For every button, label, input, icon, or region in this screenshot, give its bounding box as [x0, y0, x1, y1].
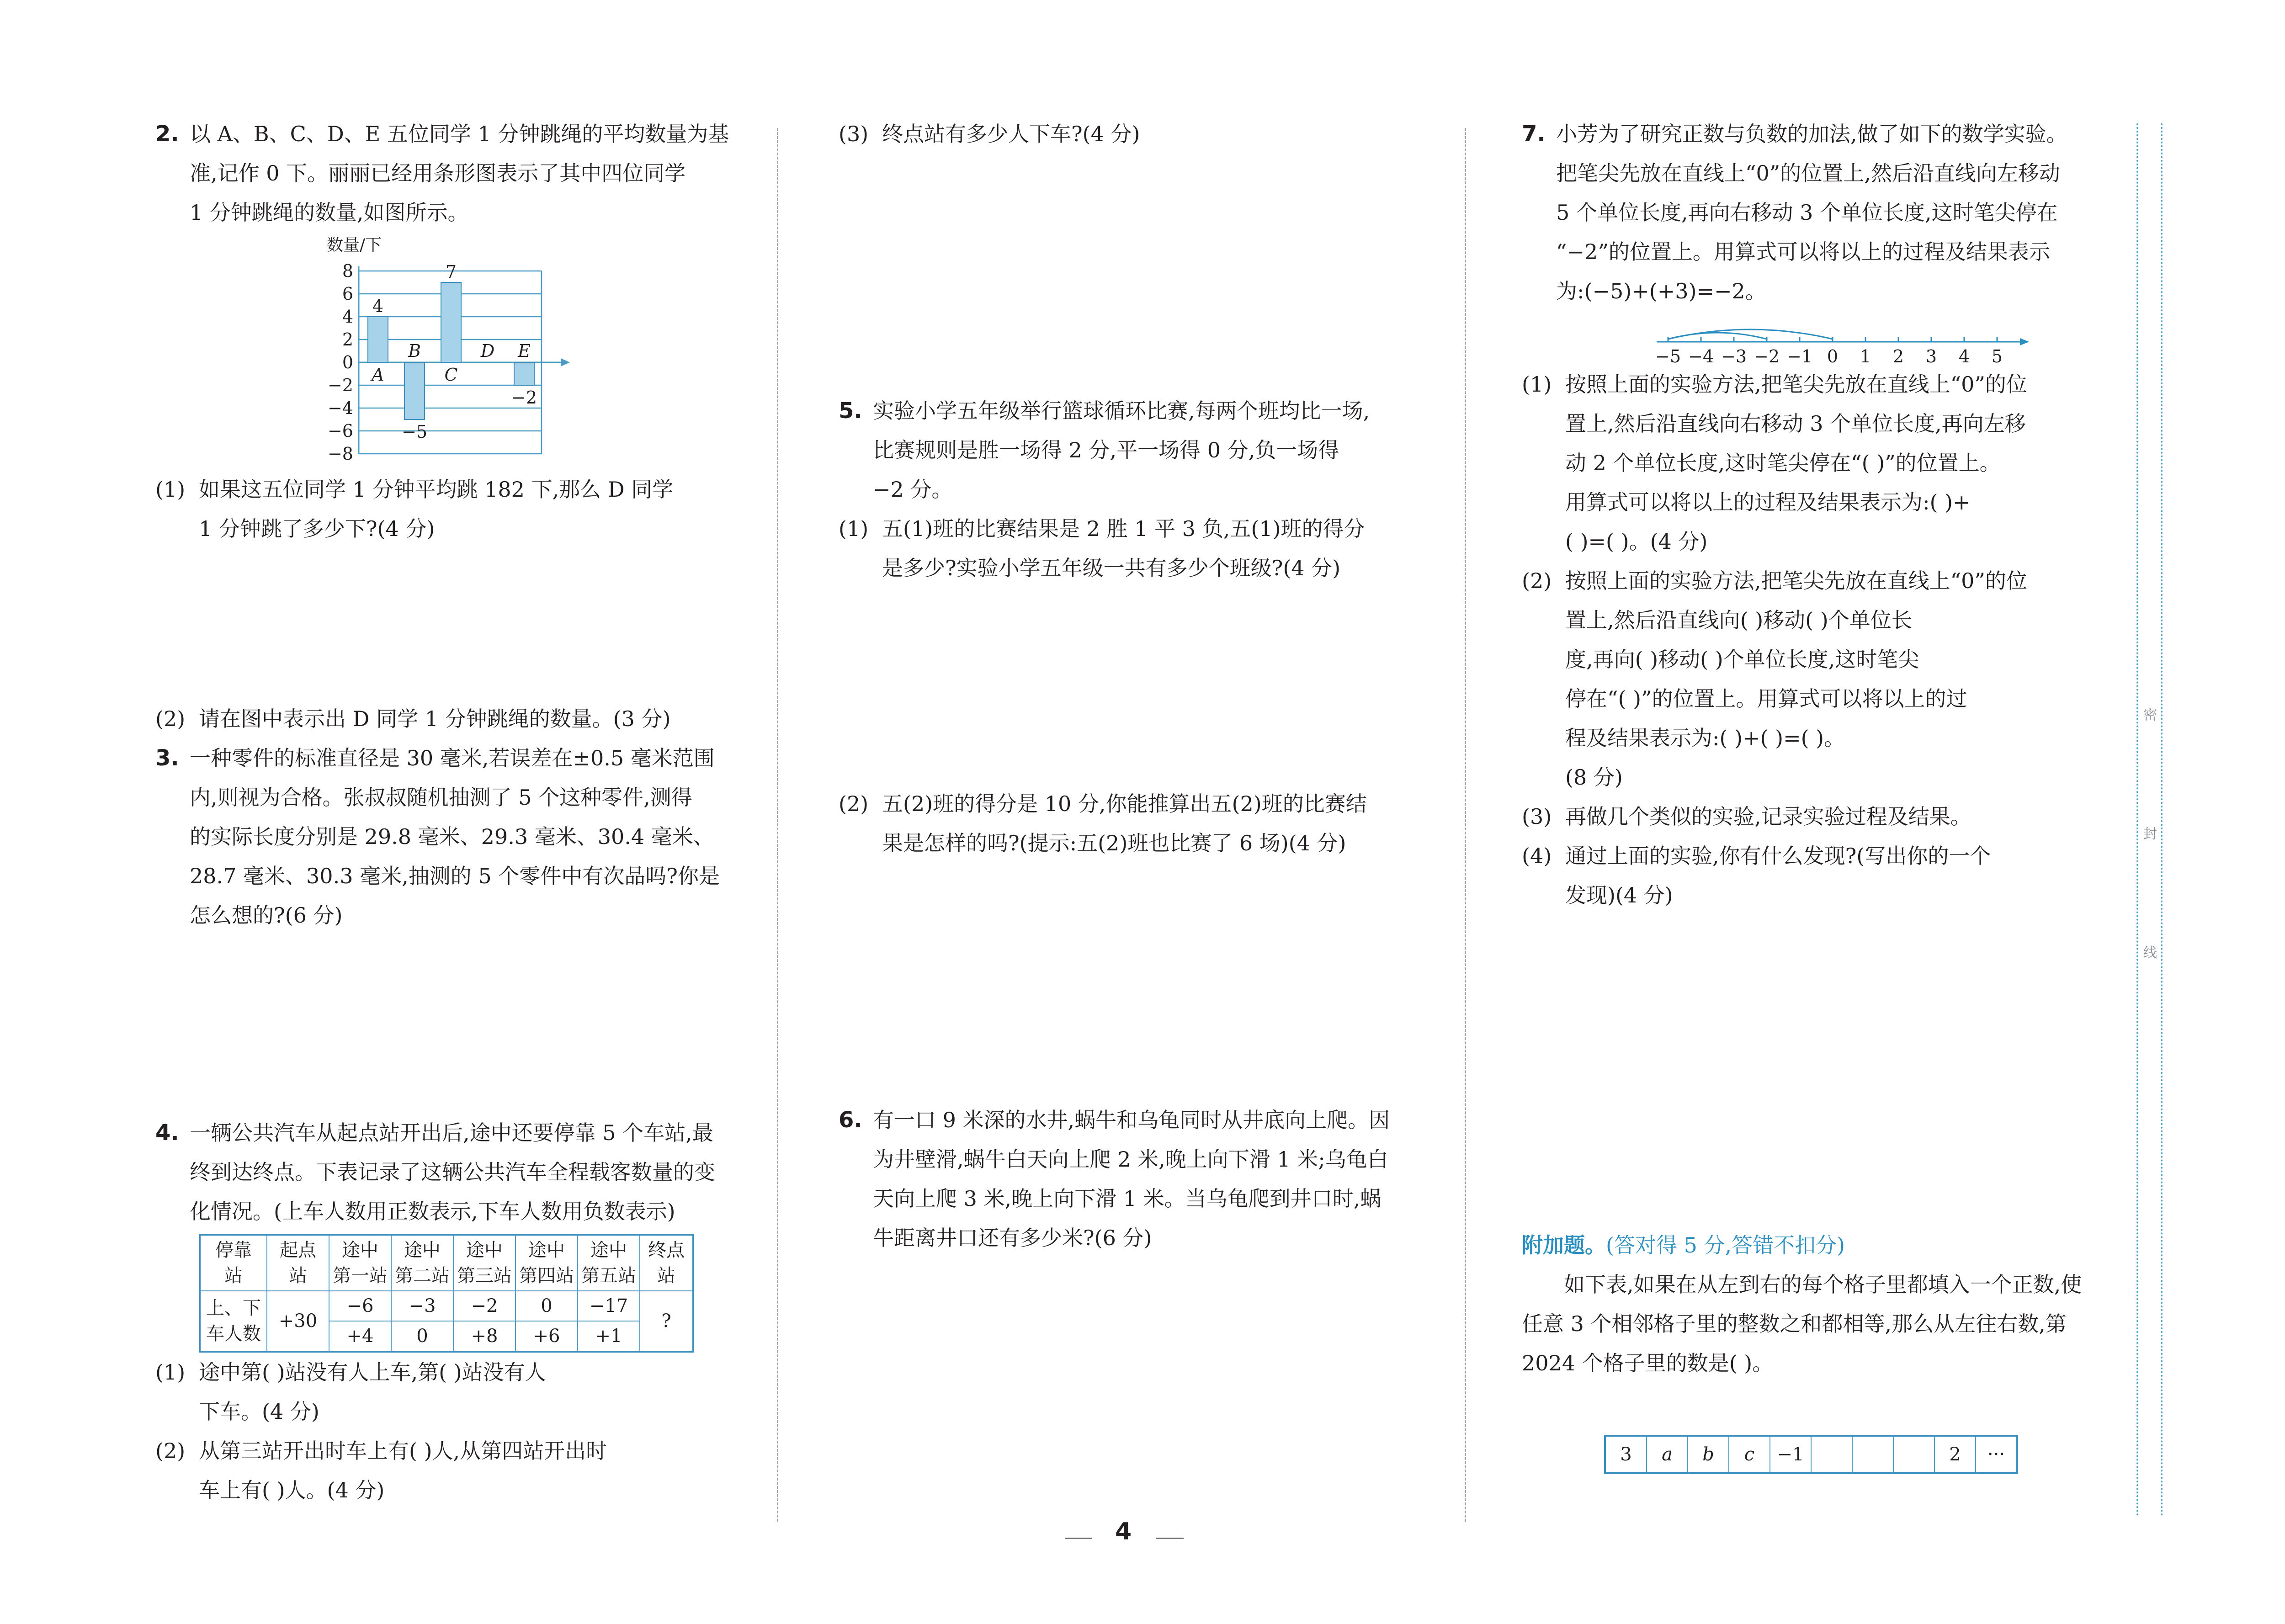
table-cell: −3 [391, 1291, 453, 1321]
column-1 [155, 114, 759, 1510]
y-axis-label: 数量/下 [327, 236, 382, 255]
question-text-line: 一辆公共汽车从起点站开出后,途中还要停靠 5 个车站,最 [190, 1120, 713, 1145]
table-header-cell: 途中 第三站 [453, 1235, 515, 1291]
question-text-line: “−2”的位置上。用算式可以将以上的过程及结果表示 [1556, 239, 2050, 264]
y-tick-label: 0 [342, 352, 353, 372]
grid-cell: a [1647, 1436, 1688, 1473]
y-tick-label: −6 [327, 421, 353, 441]
sub-text-line: 终点站有多少人下车?(4 分) [882, 122, 1140, 146]
bar-C [441, 282, 461, 362]
grid-cell: b [1688, 1436, 1729, 1473]
number-line-label: −3 [1721, 346, 1747, 365]
bus-passenger-table [199, 1234, 694, 1353]
grid-cell: ··· [1976, 1436, 2017, 1473]
question-text-line: 为井壁滑,蜗牛白天向上爬 2 米,晚上向下滑 1 米;乌龟白 [873, 1147, 1388, 1172]
binding-text-2: 封 [2143, 826, 2157, 842]
sub-number: (1) [155, 1360, 186, 1385]
table-header-cell: 途中 第四站 [515, 1235, 578, 1291]
answer-space[interactable] [190, 548, 759, 699]
bar-B [404, 362, 425, 419]
grid-cell: 2 [1934, 1436, 1976, 1473]
footer-dash-left [1065, 1538, 1092, 1539]
question-7-sub-1 [1522, 365, 2139, 561]
answer-space[interactable] [839, 154, 1451, 391]
sub-text-line: (8 分) [1565, 765, 1623, 790]
column-2 [839, 114, 1451, 1258]
page-number: 4 [1115, 1518, 1132, 1545]
question-text-line: 天向上爬 3 米,晚上向下滑 1 米。当乌龟爬到井口时,蜗 [873, 1186, 1382, 1211]
question-number: 5. [839, 398, 862, 424]
sub-text-line: 从第三站开出时车上有( )人,从第四站开出时 [199, 1438, 607, 1463]
bar-chart[interactable] [308, 232, 628, 470]
category-label-B: B [408, 341, 421, 361]
table-row [200, 1235, 693, 1291]
sub-number: (1) [839, 516, 869, 541]
table-cell: +4 [329, 1321, 391, 1352]
question-7 [1522, 114, 2139, 311]
sub-number: (2) [155, 706, 186, 731]
question-text-line: 内,则视为合格。张叔叔随机抽测了 5 个这种零件,测得 [190, 785, 692, 810]
question-2 [155, 114, 759, 738]
table-cell: 0 [391, 1321, 453, 1352]
binding-line-right [2161, 123, 2163, 1517]
category-label-A: A [372, 365, 384, 385]
bonus-header [1522, 1226, 2139, 1265]
sub-text-line: 按照上面的实验方法,把笔尖先放在直线上“0”的位 [1565, 372, 2027, 397]
question-7-sub-3 [1522, 797, 2139, 836]
move-right-arc [1668, 333, 1767, 339]
number-line-label: −1 [1786, 346, 1813, 365]
table-header-cell: 途中 第二站 [391, 1235, 453, 1291]
table-cell: −6 [329, 1291, 391, 1321]
question-text-line: 5 个单位长度,再向右移动 3 个单位长度,这时笔尖停在 [1556, 200, 2058, 225]
data-label-B: −5 [401, 422, 428, 442]
question-7-sub-4 [1522, 836, 2139, 915]
number-line-arrow [2020, 338, 2029, 345]
column-3 [1522, 114, 2139, 1383]
number-line-label: 0 [1827, 346, 1839, 365]
grid-cell[interactable] [1893, 1436, 1934, 1473]
number-line-label: −4 [1688, 346, 1714, 365]
question-5-sub-1 [839, 509, 1451, 588]
bar-A [368, 317, 388, 362]
question-4-sub-3 [839, 114, 1451, 154]
sub-text-line: 通过上面的实验,你有什么发现?(写出你的一个 [1565, 844, 1991, 868]
sub-text-line: 停在“( )”的位置上。用算式可以将以上的过 [1565, 686, 1967, 711]
sub-text-line: 1 分钟跳了多少下?(4 分) [199, 516, 435, 541]
question-text-line: 以 A、B、C、D、E 五位同学 1 分钟跳绳的平均数量为基 [190, 122, 729, 146]
question-2-sub-1 [155, 470, 759, 548]
category-label-D: D [480, 341, 495, 361]
sequence-grid [1604, 1435, 2018, 1474]
sub-number: (2) [839, 791, 869, 816]
data-label-A: 4 [372, 296, 384, 316]
table-cell: −2 [453, 1291, 515, 1321]
table-row-label: 上、下 车人数 [200, 1291, 267, 1352]
sub-text-line: 程及结果表示为:( )+( )=( )。 [1565, 726, 1845, 750]
data-label-E: −2 [511, 387, 537, 408]
sub-text-line: 度,再向( )移动( )个单位长度,这时笔尖 [1565, 647, 1919, 672]
bonus-note: (答对得 5 分,答错不扣分) [1606, 1233, 1845, 1258]
question-text-line: 准,记作 0 下。丽丽已经用条形图表示了其中四位同学 [190, 161, 686, 186]
question-text-line: 1 分钟跳绳的数量,如图所示。 [190, 200, 469, 225]
sub-text-line: 途中第( )站没有人上车,第( )站没有人 [199, 1360, 546, 1385]
question-text-line: 终到达终点。下表记录了这辆公共汽车全程载客数量的变 [190, 1160, 715, 1184]
number-line-label: 3 [1925, 346, 1937, 365]
table-cell: 0 [515, 1291, 578, 1321]
sub-text-line: 置上,然后沿直线向右移动 3 个单位长度,再向左移 [1565, 411, 2026, 436]
sub-number: (3) [839, 122, 869, 146]
number-line [1645, 314, 2102, 365]
binding-text-1: 密 [2143, 707, 2157, 723]
question-text-line: −2 分。 [873, 477, 953, 502]
question-number: 4. [155, 1120, 179, 1146]
table-cell: +1 [578, 1321, 640, 1352]
answer-space[interactable] [155, 935, 759, 1113]
question-7-sub-2 [1522, 561, 2139, 797]
question-5-sub-2 [839, 784, 1451, 863]
footer-dash-right [1156, 1538, 1184, 1539]
table-row [1605, 1436, 2017, 1473]
table-cell: +30 [267, 1291, 329, 1352]
number-line-label: 5 [1991, 346, 2003, 365]
binding-text-3: 线 [2143, 945, 2157, 961]
number-line-label: −2 [1754, 346, 1780, 365]
answer-space[interactable] [839, 863, 1451, 1100]
question-4-sub-1 [155, 1353, 759, 1431]
table-row [200, 1291, 693, 1321]
sub-text-line: 五(1)班的比赛结果是 2 胜 1 平 3 负,五(1)班的得分 [882, 516, 1365, 541]
question-2-sub-2 [155, 699, 759, 738]
sub-number: (1) [1522, 372, 1552, 397]
column-separator-1 [777, 128, 778, 1522]
question-4-sub-2 [155, 1431, 759, 1510]
x-axis-arrow [561, 358, 570, 366]
question-text-line: 怎么想的?(6 分) [190, 903, 343, 928]
y-tick-label: −4 [327, 398, 353, 418]
y-tick-label: 8 [342, 261, 353, 281]
question-text-line: 实验小学五年级举行篮球循环比赛,每两个班均比一场, [873, 398, 1370, 423]
question-number: 2. [155, 121, 179, 147]
sub-text-line: 再做几个类似的实验,记录实验过程及结果。 [1565, 804, 1971, 829]
question-number: 6. [839, 1107, 862, 1133]
question-text-line: 把笔尖先放在直线上“0”的位置上,然后沿直线向左移动 [1556, 161, 2060, 186]
bonus-title: 附加题。 [1522, 1233, 1606, 1258]
sub-number: (4) [1522, 844, 1552, 868]
number-line-label: 4 [1958, 346, 1970, 365]
category-label-E: E [518, 341, 531, 361]
table-header-cell: 终点 站 [640, 1235, 693, 1291]
sub-text-line: 车上有( )人。(4 分) [199, 1478, 385, 1502]
sub-text-line: 果是怎样的吗?(提示:五(2)班也比赛了 6 场)(4 分) [882, 831, 1346, 855]
question-3 [155, 738, 759, 935]
sub-number: (2) [1522, 568, 1552, 593]
question-text-line: 为:(−5)+(+3)=−2。 [1556, 279, 1766, 303]
y-tick-label: 4 [342, 307, 353, 327]
question-text-line: 28.7 毫米、30.3 毫米,抽测的 5 个零件中有次品吗?你是 [190, 864, 720, 888]
table-cell: +6 [515, 1321, 578, 1352]
sub-text-line: 发现)(4 分) [1565, 883, 1673, 908]
number-line-label: 2 [1892, 346, 1904, 365]
question-text-line: 一种零件的标准直径是 30 毫米,若误差在±0.5 毫米范围 [190, 746, 715, 770]
question-text-line: 的实际长度分别是 29.8 毫米、29.3 毫米、30.4 毫米、 [190, 824, 714, 849]
number-line-label: 1 [1860, 346, 1871, 365]
sub-text-line: 用算式可以将以上的过程及结果表示为:( )+ [1565, 490, 1971, 515]
answer-space[interactable] [839, 588, 1451, 784]
sub-text-line: 请在图中表示出 D 同学 1 分钟跳绳的数量。(3 分) [199, 706, 671, 731]
y-tick-label: −8 [327, 444, 353, 464]
table-header-cell: 途中 第一站 [329, 1235, 391, 1291]
grid-cell: c [1729, 1436, 1770, 1473]
sub-number: (3) [1522, 804, 1552, 829]
table-header-cell: 停靠 站 [200, 1235, 267, 1291]
sub-number: (2) [155, 1438, 186, 1463]
sub-text-line: 按照上面的实验方法,把笔尖先放在直线上“0”的位 [1565, 568, 2027, 593]
question-text-line: 比赛规则是胜一场得 2 分,平一场得 0 分,负一场得 [873, 438, 1339, 462]
y-tick-label: 2 [342, 329, 353, 350]
grid-cell[interactable] [1852, 1436, 1893, 1473]
table-header-cell: 途中 第五站 [578, 1235, 640, 1291]
sub-text-line: 下车。(4 分) [199, 1399, 319, 1424]
y-tick-label: −2 [327, 375, 353, 395]
bonus-text-line: 如下表,如果在从左到右的每个格子里都填入一个正数,使 [1564, 1272, 2082, 1297]
sub-text-line: ( )=( )。(4 分) [1565, 529, 1708, 554]
grid-cell: −1 [1770, 1436, 1811, 1473]
question-number: 3. [155, 745, 179, 771]
number-line-label: −5 [1655, 346, 1681, 365]
bar-E [514, 362, 534, 385]
data-label-C: 7 [445, 262, 457, 282]
question-text-line: 小芳为了研究正数与负数的加法,做了如下的数学实验。 [1556, 122, 2067, 146]
question-4 [155, 1113, 759, 1231]
sub-text-line: 五(2)班的得分是 10 分,你能推算出五(2)班的比赛结 [882, 791, 1367, 816]
sub-text-line: 是多少?实验小学五年级一共有多少个班级?(4 分) [882, 556, 1341, 580]
grid-cell: 3 [1605, 1436, 1647, 1473]
table-cell: +8 [453, 1321, 515, 1352]
sub-text-line: 动 2 个单位长度,这时笔尖停在“( )”的位置上。 [1565, 451, 2001, 475]
question-number: 7. [1522, 121, 1546, 147]
table-header-cell: 起点 站 [267, 1235, 329, 1291]
bonus-text-line: 任意 3 个相邻格子里的整数之和都相等,那么从左往右数,第 [1522, 1311, 2067, 1336]
sub-number: (1) [155, 477, 186, 502]
category-label-C: C [444, 365, 458, 385]
question-5 [839, 391, 1451, 509]
bonus-question [1522, 1226, 2139, 1383]
table-cell: −17 [578, 1291, 640, 1321]
bonus-text-line: 2024 个格子里的数是( )。 [1522, 1351, 1774, 1375]
y-tick-label: 6 [342, 284, 353, 304]
sub-text-line: 如果这五位同学 1 分钟平均跳 182 下,那么 D 同学 [199, 477, 674, 502]
question-text-line: 有一口 9 米深的水井,蜗牛和乌龟同时从井底向上爬。因 [873, 1108, 1390, 1132]
question-text-line: 牛距离井口还有多少米?(6 分) [873, 1226, 1152, 1250]
question-text-line: 化情况。(上车人数用正数表示,下车人数用负数表示) [190, 1199, 675, 1224]
answer-space[interactable] [1522, 915, 2139, 1226]
column-separator-2 [1465, 128, 1466, 1522]
question-6 [839, 1100, 1451, 1258]
sub-text-line: 置上,然后沿直线向( )移动( )个单位长 [1565, 608, 1913, 632]
table-cell: ? [640, 1291, 693, 1352]
grid-cell[interactable] [1811, 1436, 1852, 1473]
